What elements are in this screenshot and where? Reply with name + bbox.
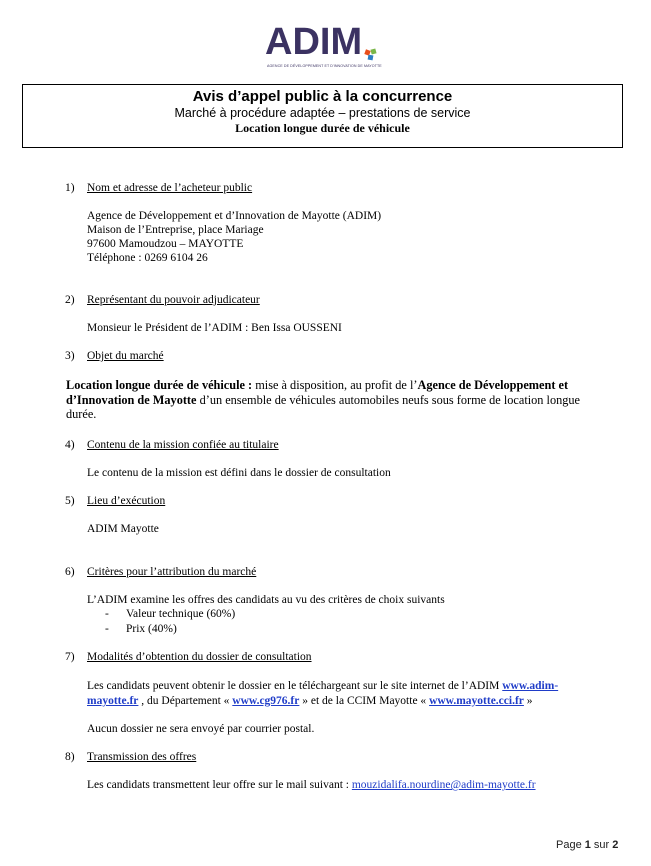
adim-website-link-cont[interactable]: mayotte.fr [87,695,139,707]
dossier-text-d: » [523,695,533,707]
object-bold-2: Agence de Développement et d’Innovation de Mayotte [66,378,569,407]
section-number: 7) [65,651,75,663]
bullet-dash: - [105,623,109,635]
section-number: 5) [65,495,75,507]
section-number: 8) [65,751,75,763]
notice-title: Avis d’appel public à la concurrence [192,88,453,105]
adim-logo [265,22,380,72]
contact-email-link[interactable]: mouzidalifa.nourdine@adim-mayotte.fr [351,779,536,791]
section-number: 1) [65,182,75,194]
cg976-link[interactable]: www.cg976.fr [232,695,300,707]
section-number: 3) [65,350,75,362]
submission-line [87,778,536,792]
submission-text: Les candidats transmettent leur offre sur le mail suivant : [87,779,352,791]
page-prefix: Page [556,839,585,851]
buyer-line-4: Téléphone : 0269 6104 26 [87,252,208,264]
section-heading: Critères pour l’attribution du marché [87,566,257,578]
adim-website-link[interactable]: www.adim- [502,680,559,692]
bullet-dash: - [105,608,109,620]
notice-object: Location longue durée de véhicule [235,121,410,135]
logo-mark-icon [364,48,378,62]
buyer-line-3: 97600 Mamoudzou – MAYOTTE [87,238,244,250]
object-text-2: d’un ensemble de véhicules automobiles neufs sous forme de location longue durée. [66,392,580,421]
mission-text: Le contenu de la mission est défini dans le dossier de consultation [87,467,391,479]
criteria-item [105,607,235,621]
no-postal-text: Aucun dossier ne sera envoyé par courrier postal. [87,723,315,735]
section-heading: Transmission des offres [87,751,197,763]
title-box [22,84,623,148]
section-heading: Représentant du pouvoir adjudicateur [87,294,260,306]
criteria-item [105,622,177,636]
logo-tagline: AGENCE DE DÉVELOPPEMENT ET D'INNOVATION DE MAYOTTE [267,64,382,68]
section-number: 6) [65,566,75,578]
object-paragraph [66,378,606,422]
section-heading: Lieu d’exécution [87,495,166,507]
section-heading: Modalités d’obtention du dossier de consultation [87,651,312,663]
object-text-1: mise à disposition, au profit de l’ [252,378,418,392]
criteria-label: Valeur technique (60%) [126,608,236,620]
object-bold-1: Location longue durée de véhicule : [66,378,253,392]
dossier-line-1 [87,679,558,693]
dossier-text-b: , du Département « [138,695,233,707]
criteria-label: Prix (40%) [126,623,177,635]
page-total: 2 [612,839,619,851]
buyer-line-2: Maison de l’Entreprise, place Mariage [87,224,264,236]
buyer-line-1: Agence de Développement et d’Innovation de Mayotte (ADIM) [87,210,382,222]
criteria-intro: L’ADIM examine les offres des candidats au vu des critères de choix suivants [87,594,445,606]
page-middle: sur [590,839,613,851]
cci-link[interactable]: www.mayotte.cci.fr [429,695,524,707]
section-number: 2) [65,294,75,306]
page-current: 1 [584,839,591,851]
dossier-line-2 [87,694,533,708]
representative-text: Monsieur le Président de l’ADIM : Ben Issa OUSSENI [87,322,342,334]
section-number: 4) [65,439,75,451]
location-text: ADIM Mayotte [87,523,159,535]
dossier-text-a: Les candidats peuvent obtenir le dossier en le téléchargeant sur le site internet de l’ADIM [87,680,503,692]
section-heading: Objet du marché [87,350,164,362]
section-heading: Contenu de la mission confiée au titulaire [87,439,279,451]
logo-wordmark: ADIM [265,21,363,63]
page-number [556,839,618,851]
notice-subtitle: Marché à procédure adaptée – prestations de service [174,106,471,120]
section-heading: Nom et adresse de l’acheteur public [87,182,253,194]
dossier-text-c: » et de la CCIM Mayotte « [299,695,430,707]
